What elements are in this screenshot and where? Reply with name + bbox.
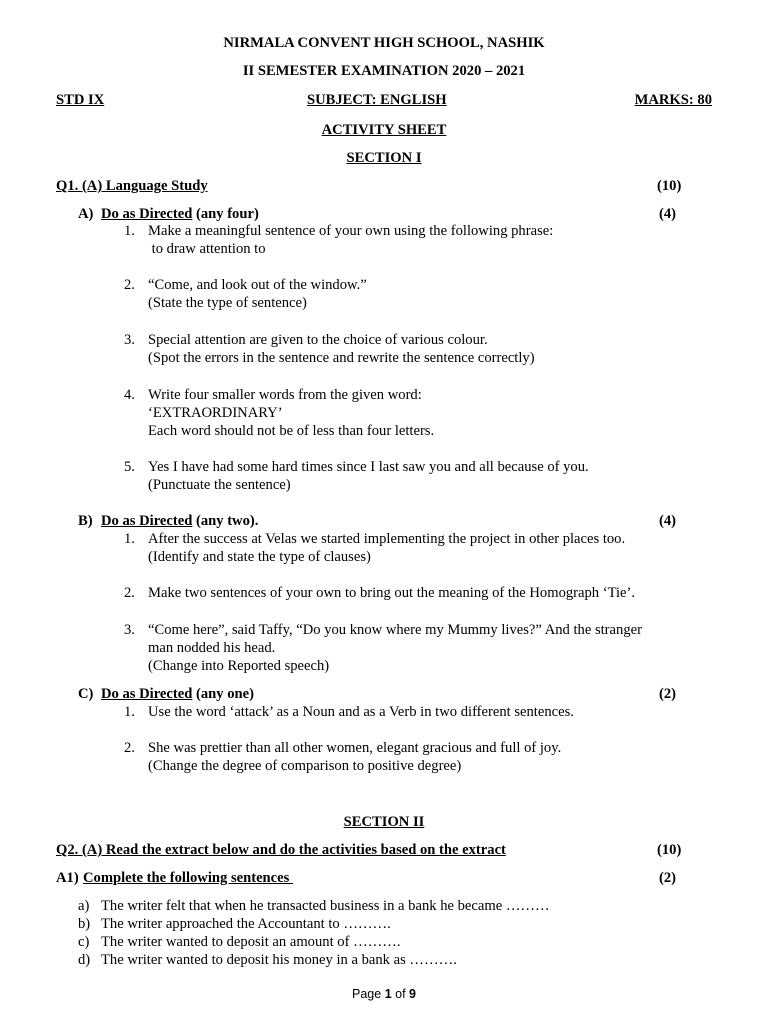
q1b-item-text: “Come here”, said Taffy, “Do you know where my Mummy lives?” And the stranger bbox=[148, 622, 642, 638]
q1b-item-num: 3. bbox=[124, 622, 135, 638]
q1a-item-text: to draw attention to bbox=[148, 241, 266, 257]
q1a-item-num: 2. bbox=[124, 277, 135, 293]
page-prefix: Page bbox=[352, 987, 385, 1001]
q1a-item-text: Yes I have had some hard times since I last saw you and all because of you. bbox=[148, 459, 589, 475]
q1c-item-text: She was prettier than all other women, elegant gracious and full of joy. bbox=[148, 740, 562, 756]
q1c-marks: (2) bbox=[659, 686, 677, 702]
q1b-label: B) bbox=[78, 513, 93, 529]
q1c-item-num: 1. bbox=[124, 704, 135, 720]
std-label: STD IX bbox=[56, 92, 105, 108]
q1a-item-num: 5. bbox=[124, 459, 135, 475]
q1a-item-text: Special attention are given to the choice of various colour. bbox=[148, 332, 488, 348]
q2a1-item-text: The writer felt that when he transacted business in a bank he became ……… bbox=[101, 898, 550, 914]
exam-title: II SEMESTER EXAMINATION 2020 – 2021 bbox=[242, 63, 526, 79]
q1b-item-text: (Change into Reported speech) bbox=[148, 658, 330, 674]
q2a1-marks: (2) bbox=[659, 870, 677, 886]
q1a-item-num: 4. bbox=[124, 387, 135, 403]
school-name: NIRMALA CONVENT HIGH SCHOOL, NASHIK bbox=[223, 35, 545, 51]
q2a1-heading: Complete the following sentences bbox=[83, 870, 293, 886]
q1a-item-num: 3. bbox=[124, 332, 135, 348]
q1a-item-text: Write four smaller words from the given word: bbox=[148, 387, 422, 403]
q1-title: Q1. (A) Language Study bbox=[56, 178, 208, 194]
q1a-item-text: (State the type of sentence) bbox=[148, 295, 307, 311]
q1a-heading: Do as Directed bbox=[101, 206, 193, 222]
q1-marks: (10) bbox=[657, 178, 682, 194]
q2a1-item-letter: a) bbox=[78, 898, 90, 914]
q2a1-label: A1) bbox=[56, 870, 79, 886]
section-2-title: SECTION II bbox=[343, 814, 425, 830]
q1b-item-text: man nodded his head. bbox=[148, 640, 276, 656]
q1b-heading-line bbox=[101, 512, 258, 530]
page-footer bbox=[0, 985, 768, 1003]
q1b-qualifier: (any two). bbox=[192, 513, 259, 529]
q1b-marks: (4) bbox=[659, 513, 677, 529]
q1a-item-text: (Punctuate the sentence) bbox=[148, 477, 291, 493]
q1a-item-text: “Come, and look out of the window.” bbox=[148, 277, 367, 293]
page-number: 1 bbox=[384, 987, 392, 1001]
q1b-item-num: 2. bbox=[124, 585, 135, 601]
subject-label: SUBJECT: ENGLISH bbox=[307, 92, 447, 108]
q1a-marks: (4) bbox=[659, 206, 677, 222]
q1a-item-text: ‘EXTRAORDINARY’ bbox=[148, 405, 283, 421]
q1a-item-text: Make a meaningful sentence of your own using the following phrase: bbox=[148, 223, 554, 239]
q1a-item-text: (Spot the errors in the sentence and rewrite the sentence correctly) bbox=[148, 350, 535, 366]
q1c-qualifier: (any one) bbox=[192, 686, 254, 702]
q1a-item-text: Each word should not be of less than four letters. bbox=[148, 423, 435, 439]
page-total: 9 bbox=[409, 987, 416, 1001]
q1b-item-text: Make two sentences of your own to bring out the meaning of the Homograph ‘Tie’. bbox=[148, 585, 636, 601]
page-of: of bbox=[391, 987, 410, 1001]
q2a1-item-text: The writer wanted to deposit his money in a bank as ………. bbox=[101, 952, 457, 968]
q1c-heading-line bbox=[101, 685, 254, 703]
q1c-item-text: Use the word ‘attack’ as a Noun and as a Verb in two different sentences. bbox=[148, 704, 574, 720]
q1a-qualifier: (any four) bbox=[192, 206, 259, 222]
q1c-item-num: 2. bbox=[124, 740, 135, 756]
q2-marks: (10) bbox=[657, 842, 682, 858]
q1b-item-text: (Identify and state the type of clauses) bbox=[148, 549, 371, 565]
q1b-heading: Do as Directed bbox=[101, 513, 193, 529]
q2a1-item-letter: c) bbox=[78, 934, 90, 950]
section-1-title: SECTION I bbox=[346, 150, 422, 166]
q1c-heading: Do as Directed bbox=[101, 686, 193, 702]
q1a-heading-line bbox=[101, 205, 259, 223]
marks-label: MARKS: 80 bbox=[634, 92, 712, 108]
q2a1-item-letter: d) bbox=[78, 952, 91, 968]
q1a-label: A) bbox=[78, 206, 94, 222]
q2a1-item-text: The writer approached the Accountant to ………. bbox=[101, 916, 391, 932]
q2-title: Q2. (A) Read the extract below and do the activities based on the extract bbox=[56, 842, 506, 858]
q1c-item-text: (Change the degree of comparison to positive degree) bbox=[148, 758, 462, 774]
q1a-item-num: 1. bbox=[124, 223, 135, 239]
q1b-item-text: After the success at Velas we started implementing the project in other places too. bbox=[148, 531, 626, 547]
q1b-item-num: 1. bbox=[124, 531, 135, 547]
q1c-label: C) bbox=[78, 686, 94, 702]
activity-sheet-title: ACTIVITY SHEET bbox=[321, 122, 447, 138]
q2a1-item-letter: b) bbox=[78, 916, 91, 932]
q2a1-item-text: The writer wanted to deposit an amount of ………. bbox=[101, 934, 401, 950]
